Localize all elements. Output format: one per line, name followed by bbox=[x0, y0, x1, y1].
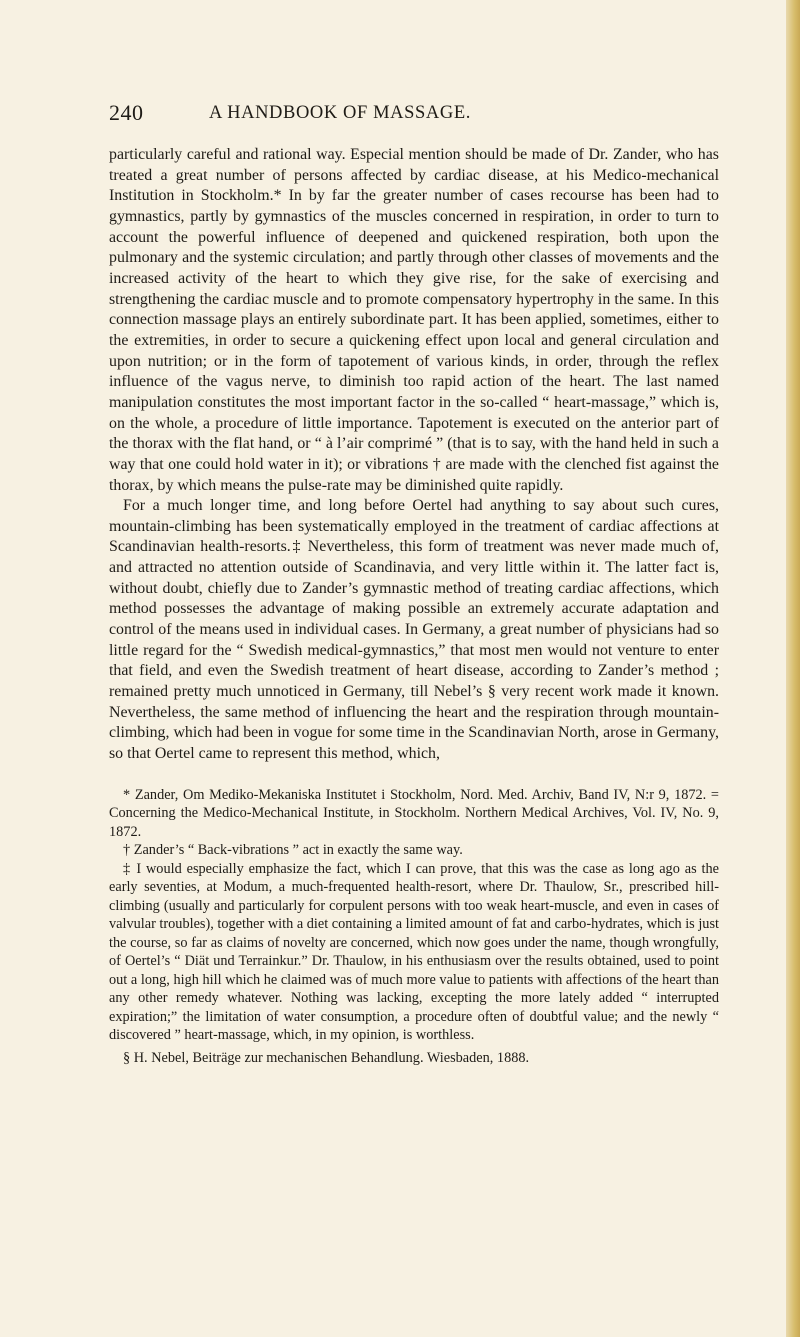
page-number: 240 bbox=[109, 100, 144, 125]
paragraph: particularly careful and rational way. Especial mention should be made of Dr. Zander, who has treated a great number of persons affected by cardiac disease, at his Medico-mechanical Institution in Stockholm.* In by far the greater number of cases recourse has been had to gymnastics, partly by gymnastics of the muscles concerned in respiration, in order to turn to account the powerful influence of deepened and quickened respiration, both upon the pulmonary and the systemic circulation; and partly through other classes of movements and the increased activity of the heart to which they give rise, for the sake of exercising and strengthening the cardiac muscle and to promote compensatory hypertrophy in the same. In this connection massage plays an entirely subordinate part. It has been applied, sometimes, either to the extremities, in order to secure a quickening effect upon local and general circulation and upon nutrition; or in the form of tapotement of various kinds, in order, through the reflex influence of the vagus nerve, to diminish too rapid action of the heart. The last named manipulation constitutes the most important factor in the so-called “ heart-massage,” which is, on the whole, a procedure of little importance. Tapotement is executed on the anterior part of the thorax with the flat hand, or “ à l’air comprimé ” (that is to say, with the hand held in such a way that one could hold water in it); or vibrations † are made with the clenched fist against the thorax, by which means the pulse-rate may be diminished quite rapidly. bbox=[109, 146, 719, 494]
footnote-modum: ‡ I would especially emphasize the fact, which I can prove, that this was the case as long ago as the early seventies, at Modum, a much-frequented health-resort, where Dr. Thaulow, Sr., prescribed hill-climbing (usually and particularly for corpulent persons with too weak heart-muscle, and even in cases of valvular troubles), together with a diet containing a limited amount of fat and carbo-hydrates, which is just the course, so far as claims of novelty are concerned, which now goes under the name, though wrongfully, of Oertel’s “ Diät und Terrainkur.” Dr. Thaulow, in his enthusiasm over the results obtained, used to point out a long, high hill which he claimed was of much more value to patients with affections of the heart than any other remedy whatever. Nothing was lacking, excepting the more lately added “ interrupted expiration;” the limitation of water consumption, a procedure often of doubtful value; and the newly “ discovered ” heart-massage, which, in my opinion, is worthless. bbox=[109, 860, 719, 1044]
footnote-zander: * Zander, Om Mediko-Mekaniska Institutet i Stockholm, Nord. Med. Archiv, Band IV, N:r 9, 1872. = Concerning the Medico-Mechanical Institute, in Stockholm. Northern Medical Archives, Vol. IV, No. 9, 1872. bbox=[109, 786, 719, 840]
book-page bbox=[109, 100, 719, 1067]
page-header bbox=[109, 100, 719, 130]
footnote-back-vibrations: † Zander’s “ Back-vibrations ” act in exactly the same way. bbox=[123, 842, 463, 859]
running-title: A HANDBOOK OF MASSAGE. bbox=[209, 103, 471, 123]
paragraph: For a much longer time, and long before Oertel had anything to say about such cures, mountain-climbing has been systematically employed in the treatment of cardiac affections at Scandinavian health-resorts.‡ Nevertheless, this form of treatment was never made much of, and attracted no attention outside of Scandinavia, and very little within it. The latter fact is, without doubt, chiefly due to Zander’s gymnastic method of treating cardiac affections, which method possesses the advantage of making possible an extremely accurate adaptation and control of the means used in individual cases. In Germany, a great number of physicians had so little regard for the “ Swedish medical-gymnastics,” that most men would not venture to enter that field, and even the Swedish treatment of heart disease, according to Zander’s method ; remained pretty much unnoticed in Germany, till Nebel’s § very recent work made it known. Nevertheless, the same method of influencing the heart and the respiration through mountain-climbing, which had been in vogue for some time in the Scandinavian North, arose in Germany, so that Oertel came to represent this method, which, bbox=[109, 497, 719, 763]
main-text bbox=[109, 145, 719, 765]
footnotes bbox=[109, 786, 719, 1068]
page-edge-shadow bbox=[786, 0, 800, 1337]
footnote-nebel: § H. Nebel, Beiträge zur mechanischen Behandlung. Wiesbaden, 1888. bbox=[123, 1049, 530, 1066]
